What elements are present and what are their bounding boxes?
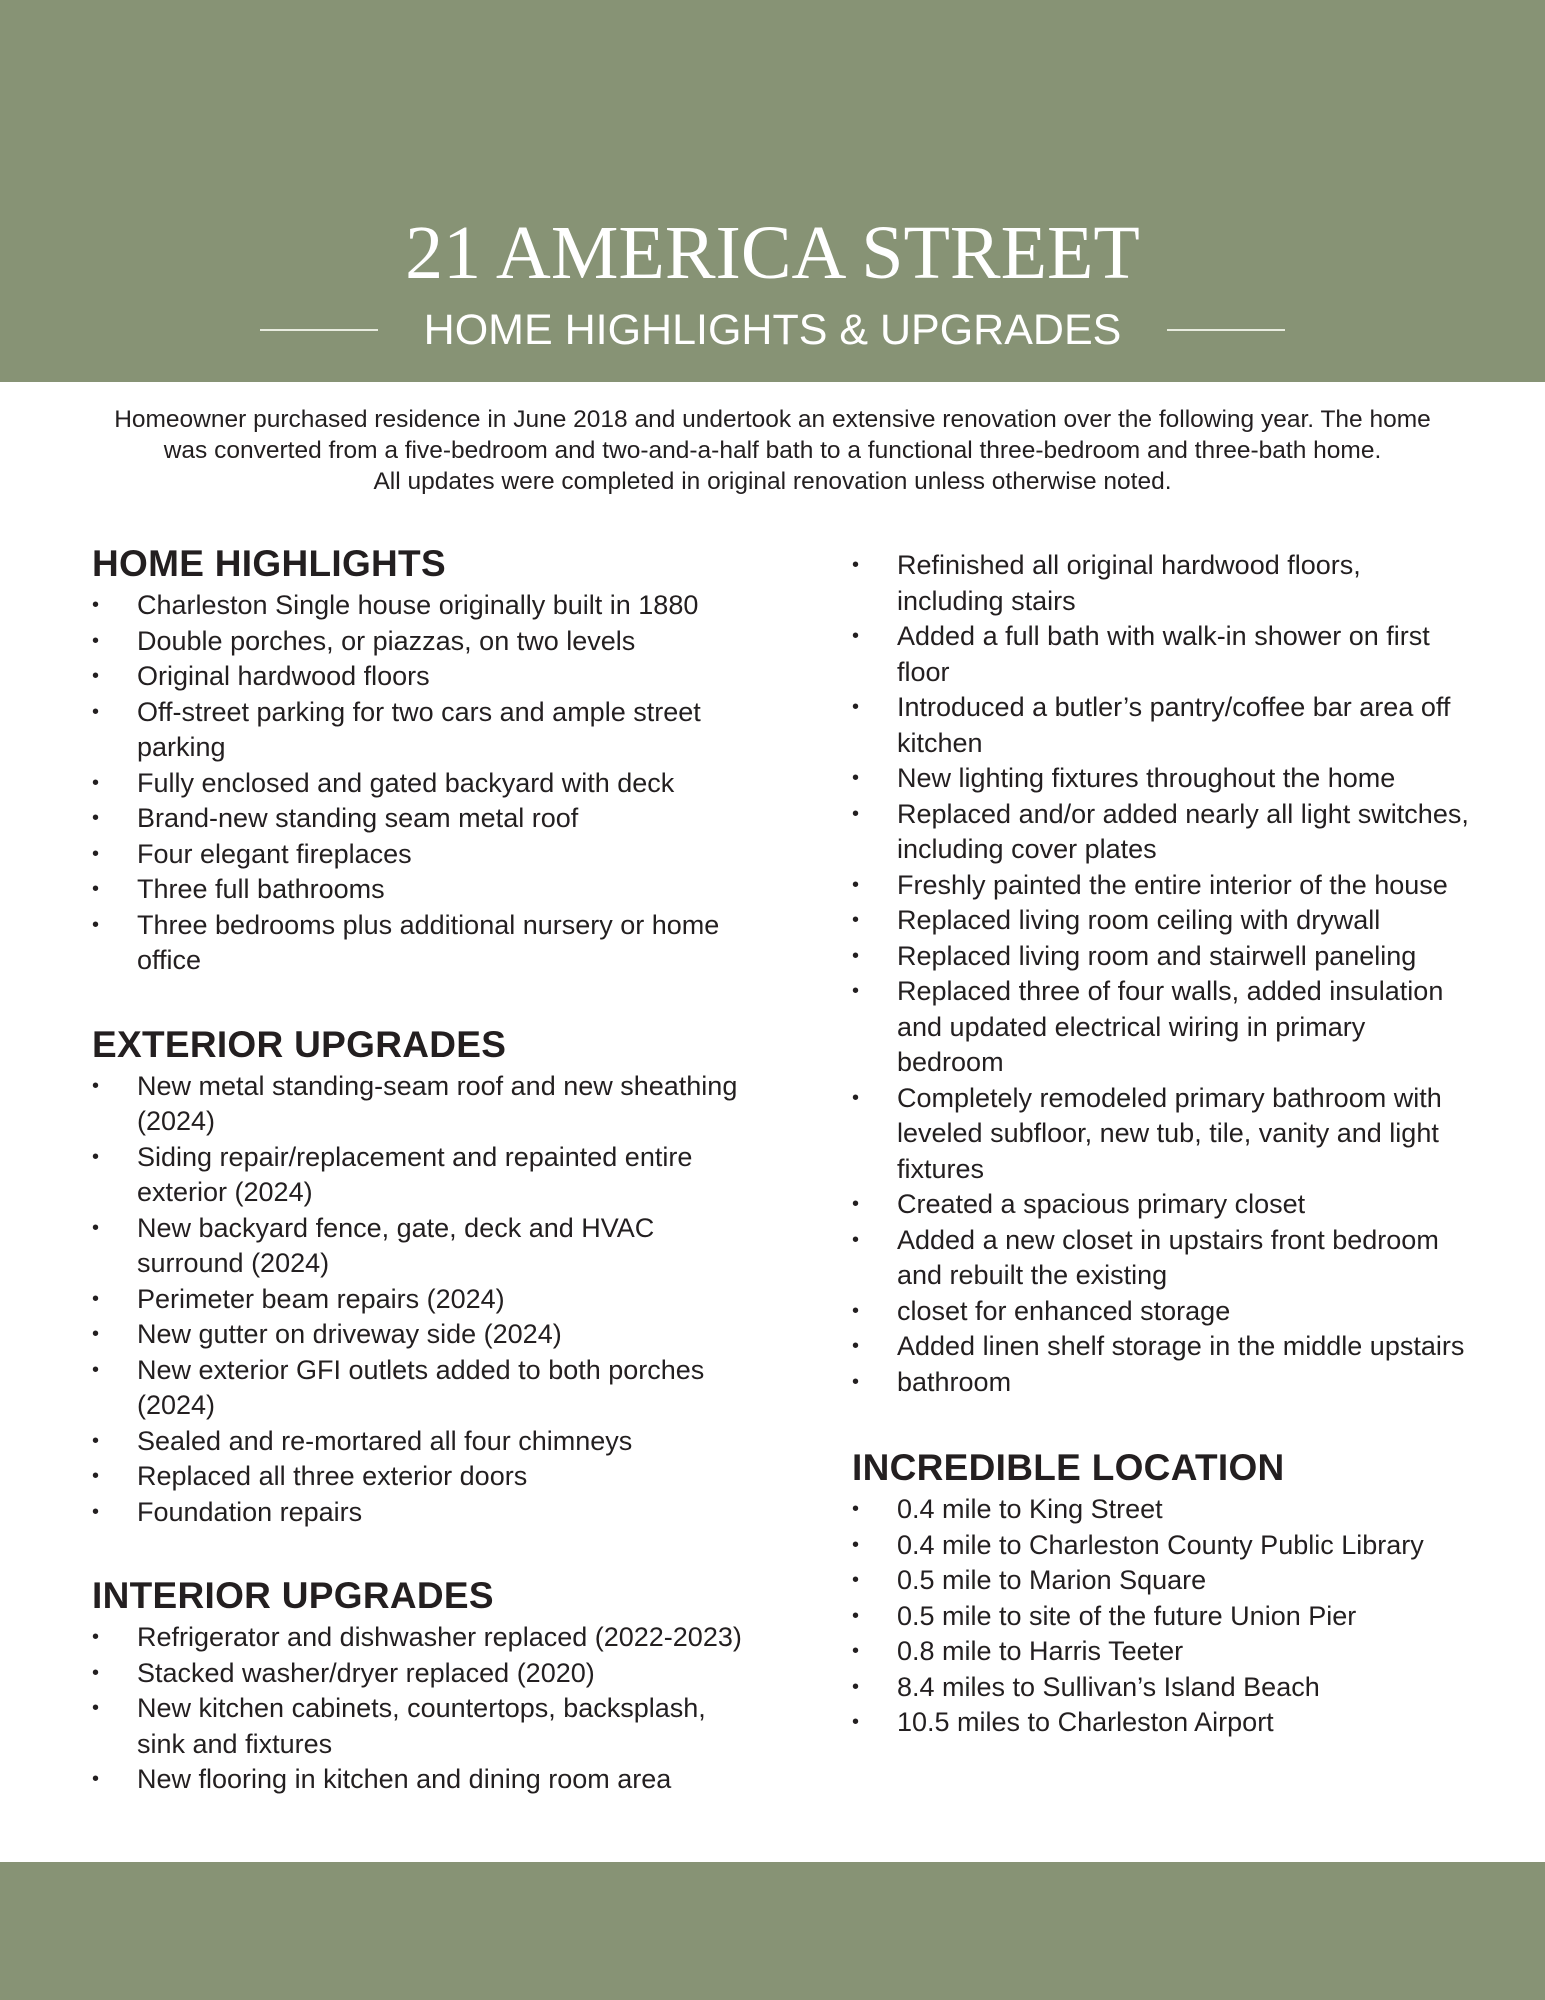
list-item	[852, 1705, 1472, 1741]
bullet-icon: •	[852, 625, 860, 647]
list-item	[852, 1670, 1472, 1706]
list-item-text: Original hardwood floors	[137, 661, 430, 691]
list-item-text: Introduced a butler’s pantry/coffee bar area off kitchen	[897, 692, 1451, 758]
section-heading-home-highlights: HOME HIGHLIGHTS	[92, 543, 446, 584]
bullet-icon: •	[852, 1086, 860, 1109]
list-item	[852, 690, 1472, 761]
list-item	[92, 1762, 752, 1798]
home-highlights-list	[92, 588, 752, 979]
list-item-text: Freshly painted the entire interior of the house	[897, 869, 1448, 900]
bullet-icon: •	[92, 878, 100, 900]
bullet-icon: •	[852, 1675, 860, 1698]
list-item	[852, 1081, 1472, 1188]
list-item-text: Refrigerator and dishwasher replaced (2022-2023)	[137, 1622, 742, 1652]
list-item	[92, 1495, 752, 1531]
list-item	[852, 1187, 1472, 1223]
header-banner	[0, 0, 1545, 382]
bullet-icon: •	[852, 1569, 860, 1591]
bullet-icon: •	[852, 1228, 860, 1251]
list-item	[852, 903, 1472, 939]
bullet-icon: •	[852, 944, 860, 967]
list-item	[852, 1492, 1472, 1528]
bullet-icon: •	[852, 1335, 860, 1357]
list-item	[852, 1634, 1472, 1670]
bullet-icon: •	[852, 1370, 860, 1393]
list-item	[852, 1563, 1472, 1599]
bullet-icon: •	[92, 771, 100, 794]
list-item-text: Fully enclosed and gated backyard with deck	[137, 767, 675, 798]
bullet-icon: •	[92, 1465, 100, 1487]
list-item	[92, 837, 752, 873]
list-item	[852, 1294, 1472, 1330]
list-item-text: Refinished all original hardwood floors, including stairs	[897, 550, 1361, 616]
list-item-text: New kitchen cabinets, countertops, backsplash, sink and fixtures	[137, 1693, 706, 1759]
list-item	[92, 1691, 752, 1762]
bullet-icon: •	[852, 980, 860, 1002]
list-item	[852, 548, 1472, 619]
bullet-icon: •	[92, 594, 100, 616]
list-item-text: New flooring in kitchen and dining room area	[137, 1764, 672, 1794]
list-item-text: Replaced three of four walls, added insulation and updated electrical wiring in primary bedroom	[897, 976, 1444, 1077]
list-item	[92, 659, 752, 695]
list-item	[852, 939, 1472, 975]
list-item-text: Perimeter beam repairs (2024)	[137, 1283, 505, 1314]
list-item-text: Added a new closet in upstairs front bedroom and rebuilt the existing	[897, 1224, 1439, 1290]
list-item-text: Siding repair/replacement and repainted entire exterior (2024)	[137, 1141, 693, 1207]
list-item	[852, 1223, 1472, 1294]
bullet-icon: •	[92, 842, 100, 865]
list-item-text: Replaced living room ceiling with drywall	[897, 905, 1381, 935]
bullet-icon: •	[92, 1429, 100, 1452]
section-heading-interior-upgrades: INTERIOR UPGRADES	[92, 1575, 494, 1616]
list-item-text: New exterior GFI outlets added to both porches (2024)	[137, 1354, 705, 1420]
section-spacer	[92, 1530, 752, 1572]
bullet-icon: •	[852, 873, 860, 896]
intro-paragraph	[80, 404, 1465, 497]
list-item	[92, 1140, 752, 1211]
list-item	[92, 1211, 752, 1282]
bullet-icon: •	[852, 909, 860, 931]
subtitle-divider-right	[1167, 329, 1285, 331]
list-item	[852, 1329, 1472, 1365]
list-item-text: Completely remodeled primary bathroom with leveled subfloor, new tub, tile, vanity and light fixtures	[897, 1082, 1442, 1184]
bullet-icon: •	[92, 629, 100, 652]
list-item	[92, 1459, 752, 1495]
interior-upgrades-list-continued	[852, 548, 1472, 1400]
list-item-text: 8.4 miles to Sullivan’s Island Beach	[897, 1671, 1320, 1702]
right-column	[852, 548, 1472, 1741]
list-item-text: 0.5 mile to site of the future Union Pier	[897, 1600, 1357, 1631]
list-item-text: Brand-new standing seam metal roof	[137, 803, 579, 833]
bullet-icon: •	[852, 1711, 860, 1733]
bullet-icon: •	[92, 913, 100, 936]
list-item-text: Replaced and/or added nearly all light switches, including cover plates	[897, 798, 1469, 864]
list-item-text: Charleston Single house originally built in 1880	[137, 590, 699, 620]
bullet-icon: •	[92, 700, 100, 723]
list-item	[852, 761, 1472, 797]
list-item-text: New backyard fence, gate, deck and HVAC surround (2024)	[137, 1212, 655, 1278]
list-item	[92, 872, 752, 908]
page-title: 21 AMERICA STREET	[405, 211, 1140, 295]
intro-line: Homeowner purchased residence in June 2018 and undertook an extensive renovation over the following year. The home	[114, 406, 1431, 433]
list-item	[92, 1282, 752, 1318]
bullet-icon: •	[852, 1193, 860, 1215]
subtitle-divider-left	[260, 329, 378, 331]
list-item-text: 0.4 mile to Charleston County Public Library	[897, 1529, 1424, 1560]
list-item-text: New gutter on driveway side (2024)	[137, 1319, 562, 1349]
list-item-text: Foundation repairs	[137, 1496, 363, 1527]
interior-upgrades-list	[92, 1620, 752, 1798]
bullet-icon: •	[92, 1626, 100, 1648]
list-item-text: Created a spacious primary closet	[897, 1189, 1306, 1219]
bullet-icon: •	[92, 1768, 100, 1790]
list-item	[92, 801, 752, 837]
list-item-text: Replaced all three exterior doors	[137, 1461, 528, 1491]
bullet-icon: •	[92, 1697, 100, 1719]
list-item-text: Replaced living room and stairwell paneling	[897, 940, 1417, 971]
list-item-text: New lighting fixtures throughout the home	[897, 763, 1396, 793]
bullet-icon: •	[92, 1216, 100, 1239]
list-item	[852, 974, 1472, 1081]
list-item	[92, 624, 752, 660]
bullet-icon: •	[92, 1500, 100, 1523]
bullet-icon: •	[852, 554, 860, 576]
left-column	[92, 540, 752, 1798]
bullet-icon: •	[852, 1640, 860, 1662]
list-item	[852, 1599, 1472, 1635]
list-item	[852, 797, 1472, 868]
list-item-text: 0.8 mile to Harris Teeter	[897, 1636, 1184, 1666]
list-item-text: Three bedrooms plus additional nursery or home office	[137, 909, 720, 975]
list-item-text: 10.5 miles to Charleston Airport	[897, 1707, 1274, 1737]
list-item-text: Off-street parking for two cars and ample street parking	[137, 696, 701, 762]
section-heading-incredible-location: INCREDIBLE LOCATION	[852, 1447, 1285, 1488]
intro-line: All updates were completed in original renovation unless otherwise noted.	[373, 468, 1172, 495]
list-item	[92, 1620, 752, 1656]
list-item	[92, 588, 752, 624]
list-item	[92, 1317, 752, 1353]
list-item-text: Added a full bath with walk-in shower on first floor	[897, 621, 1430, 687]
list-item	[852, 1528, 1472, 1564]
bullet-icon: •	[92, 665, 100, 687]
incredible-location-list	[852, 1492, 1472, 1741]
list-item	[92, 1353, 752, 1424]
list-item	[92, 766, 752, 802]
list-item-text: Stacked washer/dryer replaced (2020)	[137, 1657, 595, 1688]
page-subtitle: HOME HIGHLIGHTS & UPGRADES	[423, 306, 1122, 354]
list-item-text: Three full bathrooms	[137, 874, 385, 904]
list-item-text: 0.5 mile to Marion Square	[897, 1565, 1207, 1595]
footer-banner	[0, 1862, 1545, 2000]
list-item	[852, 619, 1472, 690]
bullet-icon: •	[852, 1498, 860, 1520]
list-item	[92, 1656, 752, 1692]
list-item-text: Sealed and re-mortared all four chimneys	[137, 1425, 633, 1456]
bullet-icon: •	[92, 1358, 100, 1381]
bullet-icon: •	[852, 1533, 860, 1556]
section-spacer	[852, 1400, 1472, 1444]
bullet-icon: •	[92, 807, 100, 829]
list-item	[92, 1069, 752, 1140]
bullet-icon: •	[92, 1287, 100, 1310]
bullet-icon: •	[92, 1661, 100, 1684]
bullet-icon: •	[852, 767, 860, 789]
section-spacer	[92, 979, 752, 1021]
bullet-icon: •	[852, 1299, 860, 1322]
list-item	[852, 868, 1472, 904]
list-item	[92, 695, 752, 766]
list-item-text: bathroom	[897, 1366, 1012, 1397]
bullet-icon: •	[92, 1145, 100, 1168]
bullet-icon: •	[852, 802, 860, 825]
list-item-text: Double porches, or piazzas, on two levels	[137, 625, 636, 656]
bullet-icon: •	[852, 696, 860, 718]
exterior-upgrades-list	[92, 1069, 752, 1531]
section-heading-exterior-upgrades: EXTERIOR UPGRADES	[92, 1023, 507, 1065]
list-item	[852, 1365, 1472, 1401]
list-item	[92, 908, 752, 979]
list-item-text: Four elegant fireplaces	[137, 838, 412, 869]
bullet-icon: •	[92, 1323, 100, 1345]
list-item-text: closet for enhanced storage	[897, 1295, 1231, 1326]
list-item-text: 0.4 mile to King Street	[897, 1494, 1163, 1524]
intro-line: was converted from a five-bedroom and two-and-a-half bath to a functional three-bedroom and three-bath home.	[163, 437, 1382, 464]
list-item-text: Added linen shelf storage in the middle upstairs	[897, 1331, 1465, 1361]
list-item-text: New metal standing-seam roof and new sheathing (2024)	[137, 1070, 738, 1136]
list-item	[92, 1424, 752, 1460]
bullet-icon: •	[852, 1604, 860, 1627]
subtitle-row	[0, 300, 1545, 360]
bullet-icon: •	[92, 1074, 100, 1097]
